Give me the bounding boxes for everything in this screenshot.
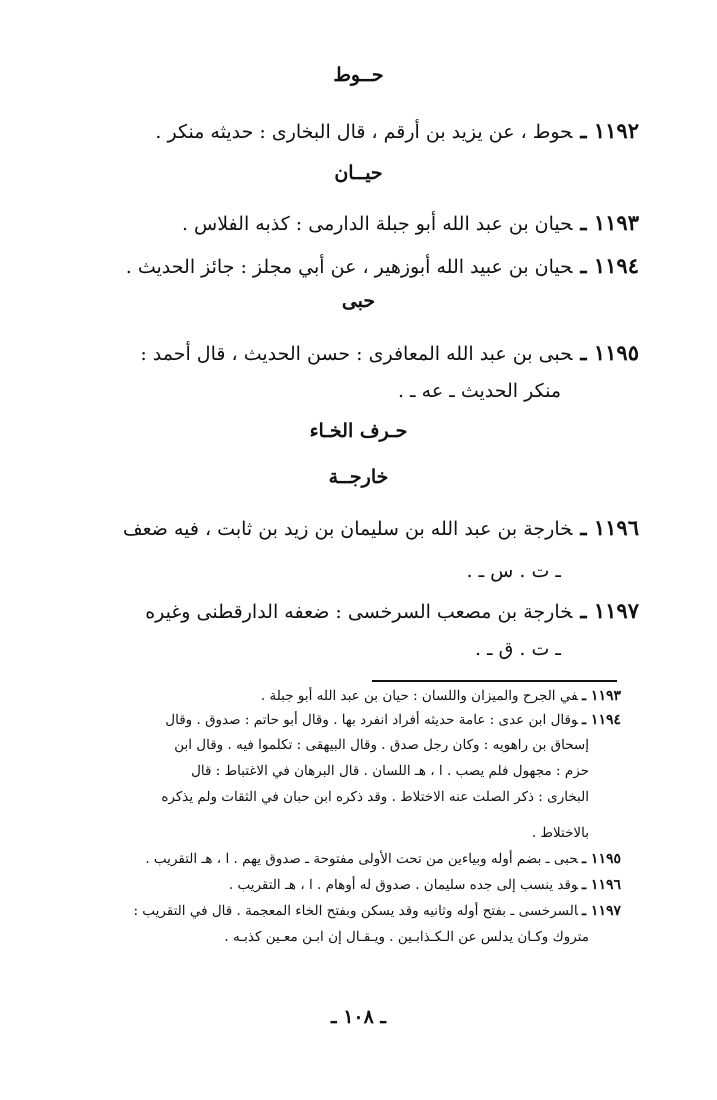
footnote-1194	[91, 712, 621, 728]
entry-1196-continuation: ـ ت . س ـ .	[466, 560, 561, 582]
section-heading-hawt: حــوط	[333, 64, 384, 86]
footnote-1194-line2: إسحاق بن راهويه : وكان رجل صدق . وقال البيهقى : تكلموا فيه . وقال ابن	[174, 737, 589, 753]
footnote-text: السرخسى ـ بفتح أوله وثانيه وقد يسكن وبفتح الخاء المعجمة . قال في التقريب :	[133, 903, 578, 919]
page-number: ـ ١٠٨ ـ	[331, 1006, 386, 1028]
section-heading-hayyan: حيــان	[334, 162, 383, 184]
footnote-1194-line5: بالاختلاط .	[531, 825, 589, 841]
footnote-1197	[91, 903, 621, 919]
entry-text: حبى بن عبد الله المعافرى : حسن الحديث ، قال أحمد :	[140, 343, 573, 365]
entry-text: حوط ، عن يزيد بن أرقم ، قال البخارى : حديثه منكر .	[155, 121, 573, 143]
footnote-number: ١١٩٥ ـ	[581, 851, 621, 867]
footnote-1196	[91, 877, 621, 893]
entry-1197-continuation: ـ ت . ق ـ .	[474, 638, 561, 660]
footnote-1195	[91, 851, 621, 867]
entry-1192	[59, 118, 639, 143]
entry-number: ١١٩٣ ـ	[580, 210, 639, 235]
entry-text: خارجة بن مصعب السرخسى : ضعفه الدارقطنى وغيره	[145, 601, 573, 623]
section-heading-hubay: حبى	[341, 290, 376, 312]
footnote-1197-line2: متروك وكـان يدلس عن الـكـذابـين . ويـقـال إن ابـن معـين كذبـه .	[224, 929, 589, 945]
footnote-number: ١١٩٧ ـ	[581, 903, 621, 919]
entry-1195	[59, 340, 639, 365]
entry-1195-continuation: منكر الحديث ـ عه ـ .	[397, 380, 561, 402]
entry-number: ١١٩٧ ـ	[580, 598, 639, 623]
entry-text: حيان بن عبيد الله أبوزهير ، عن أبي مجلز : جائز الحديث .	[125, 256, 573, 278]
entry-number: ١١٩٥ ـ	[580, 340, 639, 365]
entry-number: ١١٩٦ ـ	[580, 515, 639, 540]
section-heading-kharija: خارجــة	[328, 466, 389, 488]
entry-1194	[59, 253, 639, 278]
entry-text: خارجة بن عبد الله بن سليمان بن زيد بن ثابت ، فيه ضعف	[122, 518, 573, 540]
footnote-text: حبى ـ بضم أوله وبياءين من تحت الأولى مفتوحة ـ صدوق يهم . ا ، هـ التقريب .	[145, 851, 578, 867]
footnote-text: في الجرح والميزان واللسان : حيان بن عبد الله أبو جبلة .	[260, 688, 578, 704]
entry-text: حيان بن عبد الله أبو جبلة الدارمى : كذبه الفلاس .	[181, 213, 573, 235]
footnote-number: ١١٩٣ ـ	[581, 688, 621, 704]
entry-1197	[59, 598, 639, 623]
footnote-divider	[372, 680, 617, 682]
entry-1193	[59, 210, 639, 235]
footnote-1194-line4: البخارى : ذكر الصلت عنه الاختلاط . وقد ذكره ابن حبان في الثقات ولم يذكره	[161, 789, 589, 805]
footnote-text: وقد ينسب إلى جده سليمان . صدوق له أوهام . ا ، هـ التقريب .	[228, 877, 578, 893]
entry-number: ١١٩٤ ـ	[580, 253, 639, 278]
footnote-text: وقال ابن عدى : عامة حديثه أفراد انفرد بها . وقال أبو حاتم : صدوق . وقال	[165, 712, 578, 728]
entry-number: ١١٩٢ ـ	[580, 118, 639, 143]
footnote-1194-line3: حزم : مجهول فلم يصب . ا ، هـ اللسان . قال البرهان في الاغتباط : قال	[191, 763, 589, 779]
footnote-number: ١١٩٦ ـ	[581, 877, 621, 893]
chapter-heading-kha: حـرف الخـاء	[309, 420, 408, 442]
footnote-1193	[91, 688, 621, 704]
footnote-number: ١١٩٤ ـ	[581, 712, 621, 728]
entry-1196	[59, 515, 639, 540]
